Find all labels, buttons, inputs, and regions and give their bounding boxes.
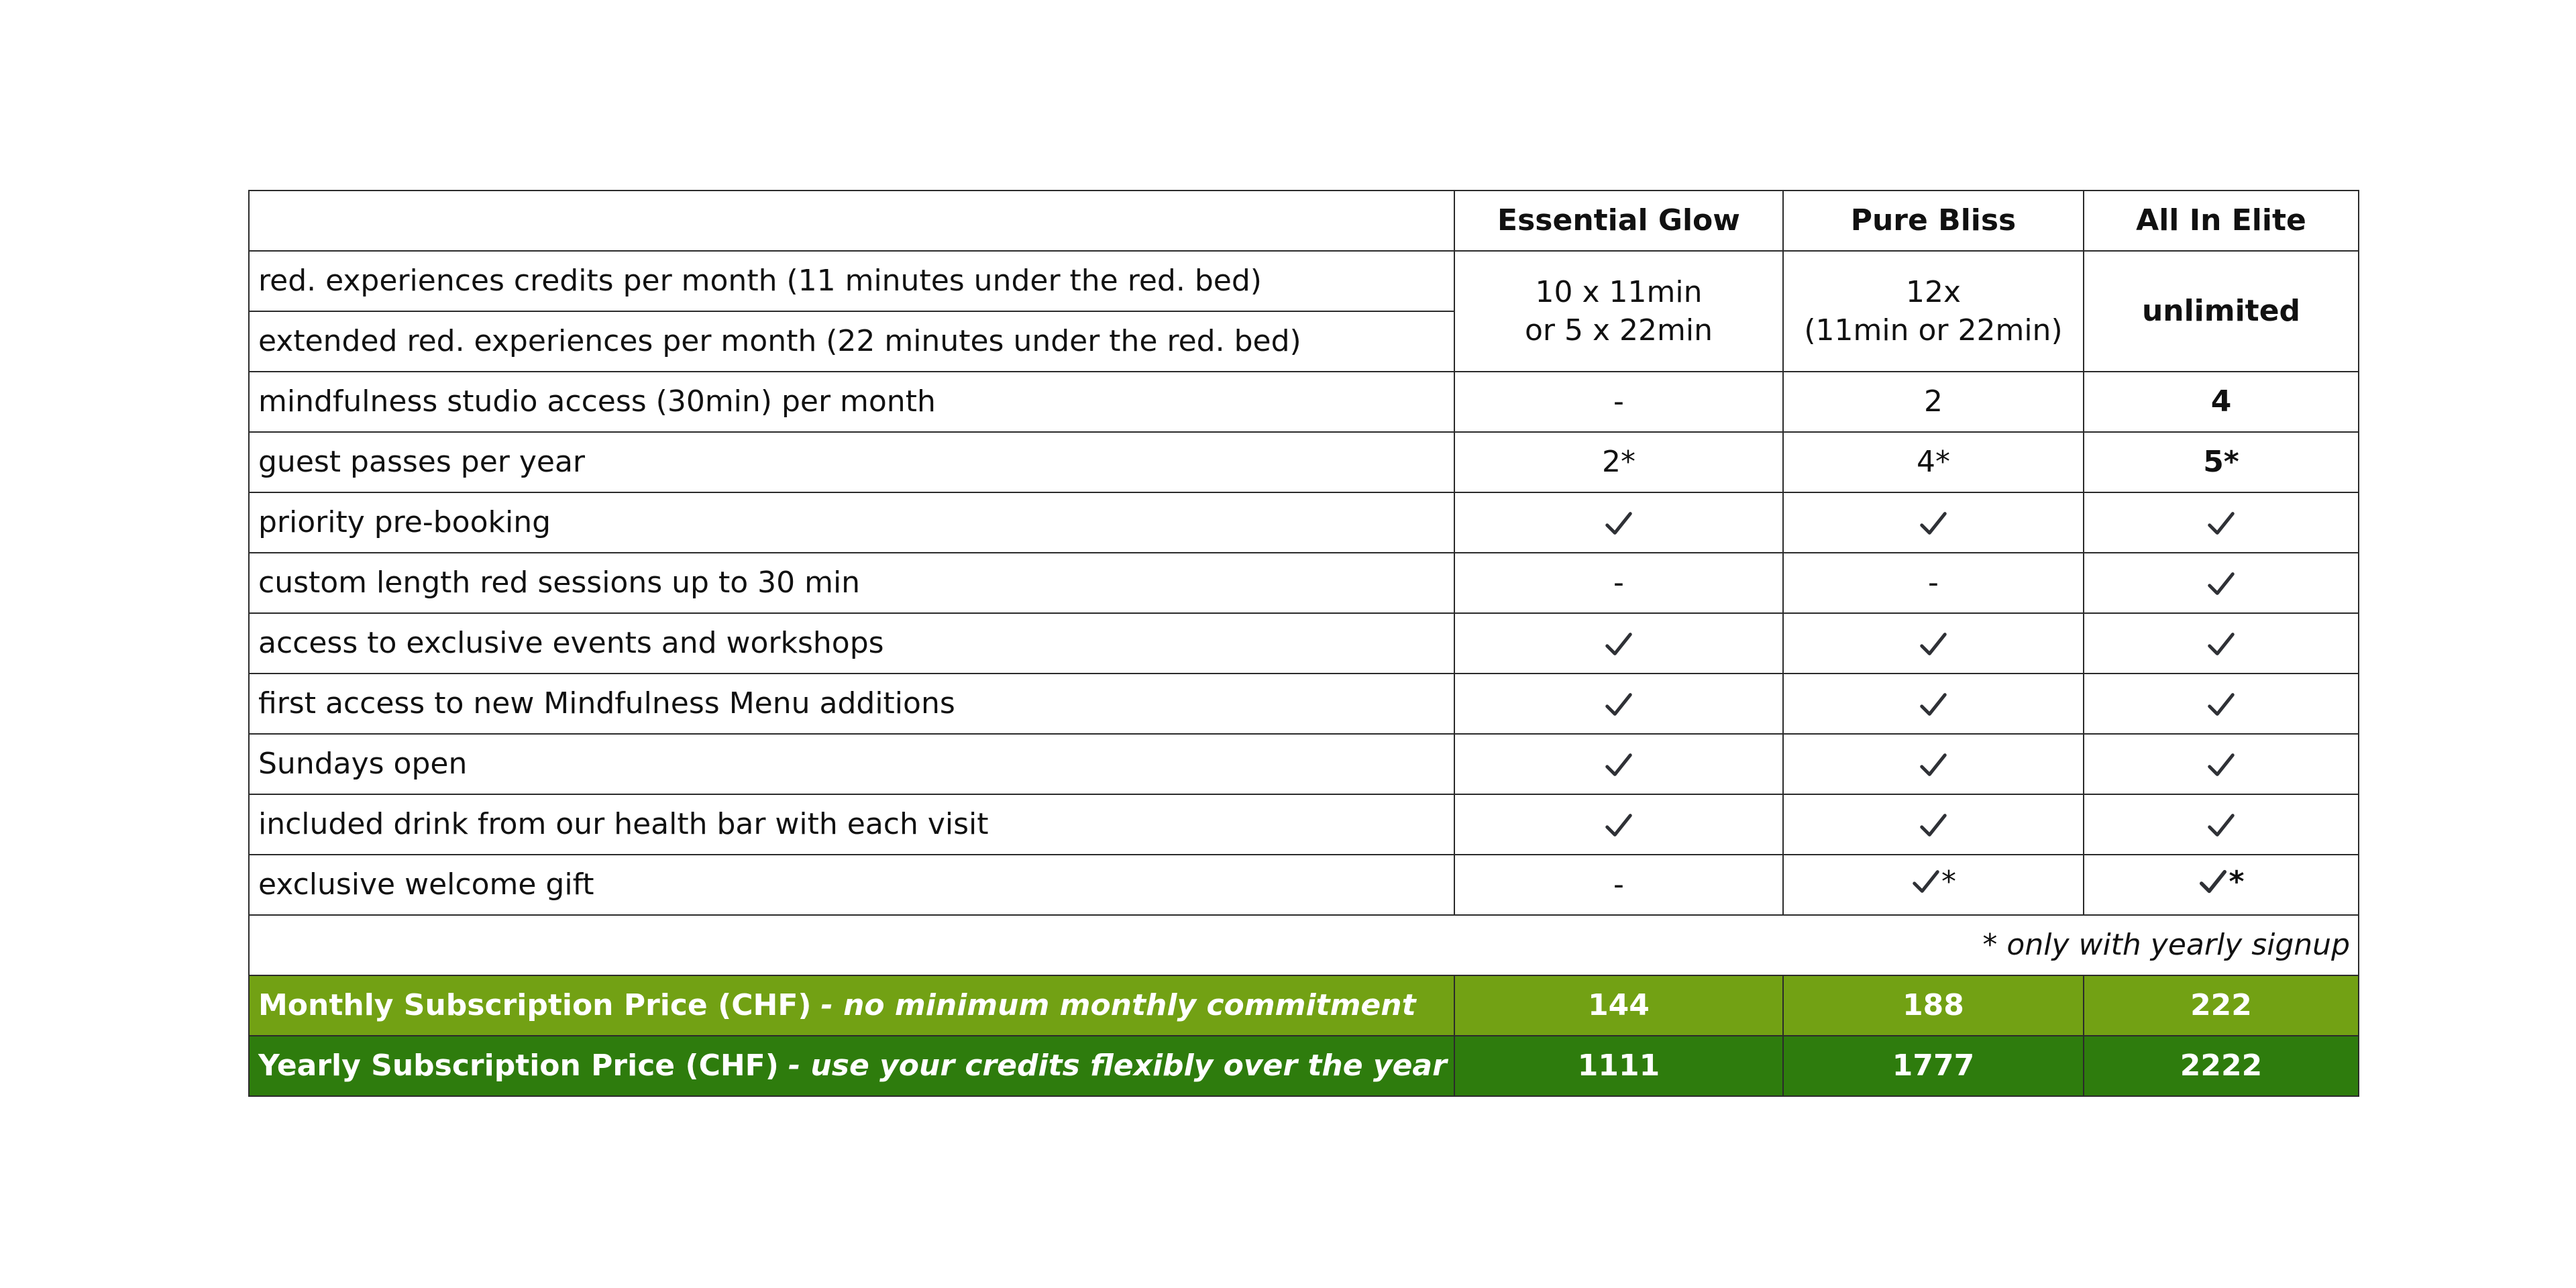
- monthly-price-all-in-elite: 222: [2084, 975, 2359, 1036]
- credits-bliss-line1: 12x: [1905, 274, 1962, 309]
- check-cell: [2084, 613, 2359, 674]
- table-row: [249, 794, 2359, 855]
- checkmark-icon: [1918, 690, 1949, 720]
- feature-label: mindfulness studio access (30min) per month: [249, 372, 1454, 432]
- header-empty-cell: [249, 191, 1454, 251]
- check-cell: [1783, 674, 2084, 734]
- table-row: [249, 553, 2359, 613]
- plan-header-pure-bliss: Pure Bliss: [1783, 191, 2084, 251]
- monthly-price-label-cell: [249, 975, 1454, 1036]
- credits-bliss-line2: (11min or 22min): [1804, 313, 2063, 347]
- feature-label: access to exclusive events and workshops: [249, 613, 1454, 674]
- asterisk-mark: *: [2229, 865, 2245, 900]
- feature-label: Sundays open: [249, 734, 1454, 794]
- monthly-price-note: - no minimum monthly commitment: [820, 988, 1416, 1023]
- check-cell: [2084, 674, 2359, 734]
- value-cell: 5*: [2084, 432, 2359, 492]
- checkmark-icon: [1918, 750, 1949, 781]
- check-cell: [1454, 794, 1783, 855]
- feature-label: extended red. experiences per month (22 minutes under the red. bed): [249, 311, 1454, 372]
- checkmark-icon: [1911, 867, 1941, 898]
- value-cell: 4*: [1783, 432, 2084, 492]
- checkmark-icon: [1918, 508, 1949, 539]
- checkmark-icon: [2206, 569, 2237, 600]
- value-cell: -: [1454, 553, 1783, 613]
- checkmark-icon: [2198, 867, 2229, 898]
- yearly-price-label: Yearly Subscription Price (CHF): [258, 1049, 779, 1083]
- checkmark-icon: [1603, 690, 1634, 720]
- yearly-price-row: [249, 1036, 2359, 1096]
- value-cell: -: [1783, 553, 2084, 613]
- credits-essential-line2: or 5 x 22min: [1525, 313, 1713, 347]
- checkmark-icon: [2206, 508, 2237, 539]
- footnote: * only with yearly signup: [249, 915, 2359, 975]
- feature-label: included drink from our health bar with each visit: [249, 794, 1454, 855]
- check-cell: [1783, 734, 2084, 794]
- feature-label: priority pre-booking: [249, 492, 1454, 553]
- table-row: [249, 251, 2359, 311]
- checkmark-icon: [1603, 629, 1634, 660]
- monthly-price-pure-bliss: 188: [1783, 975, 2084, 1036]
- check-cell: [2084, 492, 2359, 553]
- check-cell: [1454, 492, 1783, 553]
- yearly-price-essential-glow: 1111: [1454, 1036, 1783, 1096]
- footnote-row: [249, 915, 2359, 975]
- monthly-price-row: [249, 975, 2359, 1036]
- credits-essential-line1: 10 x 11min: [1535, 274, 1703, 309]
- check-cell: [1454, 734, 1783, 794]
- check-star-cell: [1783, 855, 2084, 915]
- feature-label: custom length red sessions up to 30 min: [249, 553, 1454, 613]
- check-star-cell: [2084, 855, 2359, 915]
- table-row: [249, 734, 2359, 794]
- checkmark-icon: [1603, 810, 1634, 841]
- check-cell: [1454, 674, 1783, 734]
- checkmark-icon: [2206, 629, 2237, 660]
- feature-label: first access to new Mindfulness Menu additions: [249, 674, 1454, 734]
- feature-label: exclusive welcome gift: [249, 855, 1454, 915]
- table-row: [249, 432, 2359, 492]
- value-cell: -: [1454, 855, 1783, 915]
- credits-pure-bliss: [1783, 251, 2084, 372]
- check-cell: [2084, 794, 2359, 855]
- value-cell: -: [1454, 372, 1783, 432]
- check-cell: [1783, 492, 2084, 553]
- feature-label: red. experiences credits per month (11 minutes under the red. bed): [249, 251, 1454, 311]
- checkmark-icon: [1603, 508, 1634, 539]
- table-row: [249, 674, 2359, 734]
- checkmark-icon: [2206, 750, 2237, 781]
- table-row: [249, 855, 2359, 915]
- table-row: [249, 492, 2359, 553]
- check-cell: [2084, 734, 2359, 794]
- checkmark-icon: [1603, 750, 1634, 781]
- checkmark-icon: [1918, 629, 1949, 660]
- yearly-price-pure-bliss: 1777: [1783, 1036, 2084, 1096]
- check-cell: [1454, 613, 1783, 674]
- check-cell: [1783, 794, 2084, 855]
- check-cell: [2084, 553, 2359, 613]
- credits-essential-glow: [1454, 251, 1783, 372]
- value-cell: 2*: [1454, 432, 1783, 492]
- feature-label: guest passes per year: [249, 432, 1454, 492]
- monthly-price-label: Monthly Subscription Price (CHF): [258, 988, 812, 1023]
- checkmark-icon: [2206, 690, 2237, 720]
- monthly-price-essential-glow: 144: [1454, 975, 1783, 1036]
- table-row: [249, 372, 2359, 432]
- yearly-price-note: - use your credits flexibly over the year: [788, 1049, 1447, 1083]
- checkmark-icon: [2206, 810, 2237, 841]
- value-cell: 2: [1783, 372, 2084, 432]
- asterisk-mark: *: [1941, 865, 1956, 900]
- check-cell: [1783, 613, 2084, 674]
- credits-all-in-elite: unlimited: [2084, 251, 2359, 372]
- table-row: [249, 613, 2359, 674]
- yearly-price-all-in-elite: 2222: [2084, 1036, 2359, 1096]
- yearly-price-label-cell: [249, 1036, 1454, 1096]
- header-row: [249, 191, 2359, 251]
- checkmark-icon: [1918, 810, 1949, 841]
- plan-header-essential-glow: Essential Glow: [1454, 191, 1783, 251]
- plan-header-all-in-elite: All In Elite: [2084, 191, 2359, 251]
- pricing-table: [248, 190, 2359, 1097]
- value-cell: 4: [2084, 372, 2359, 432]
